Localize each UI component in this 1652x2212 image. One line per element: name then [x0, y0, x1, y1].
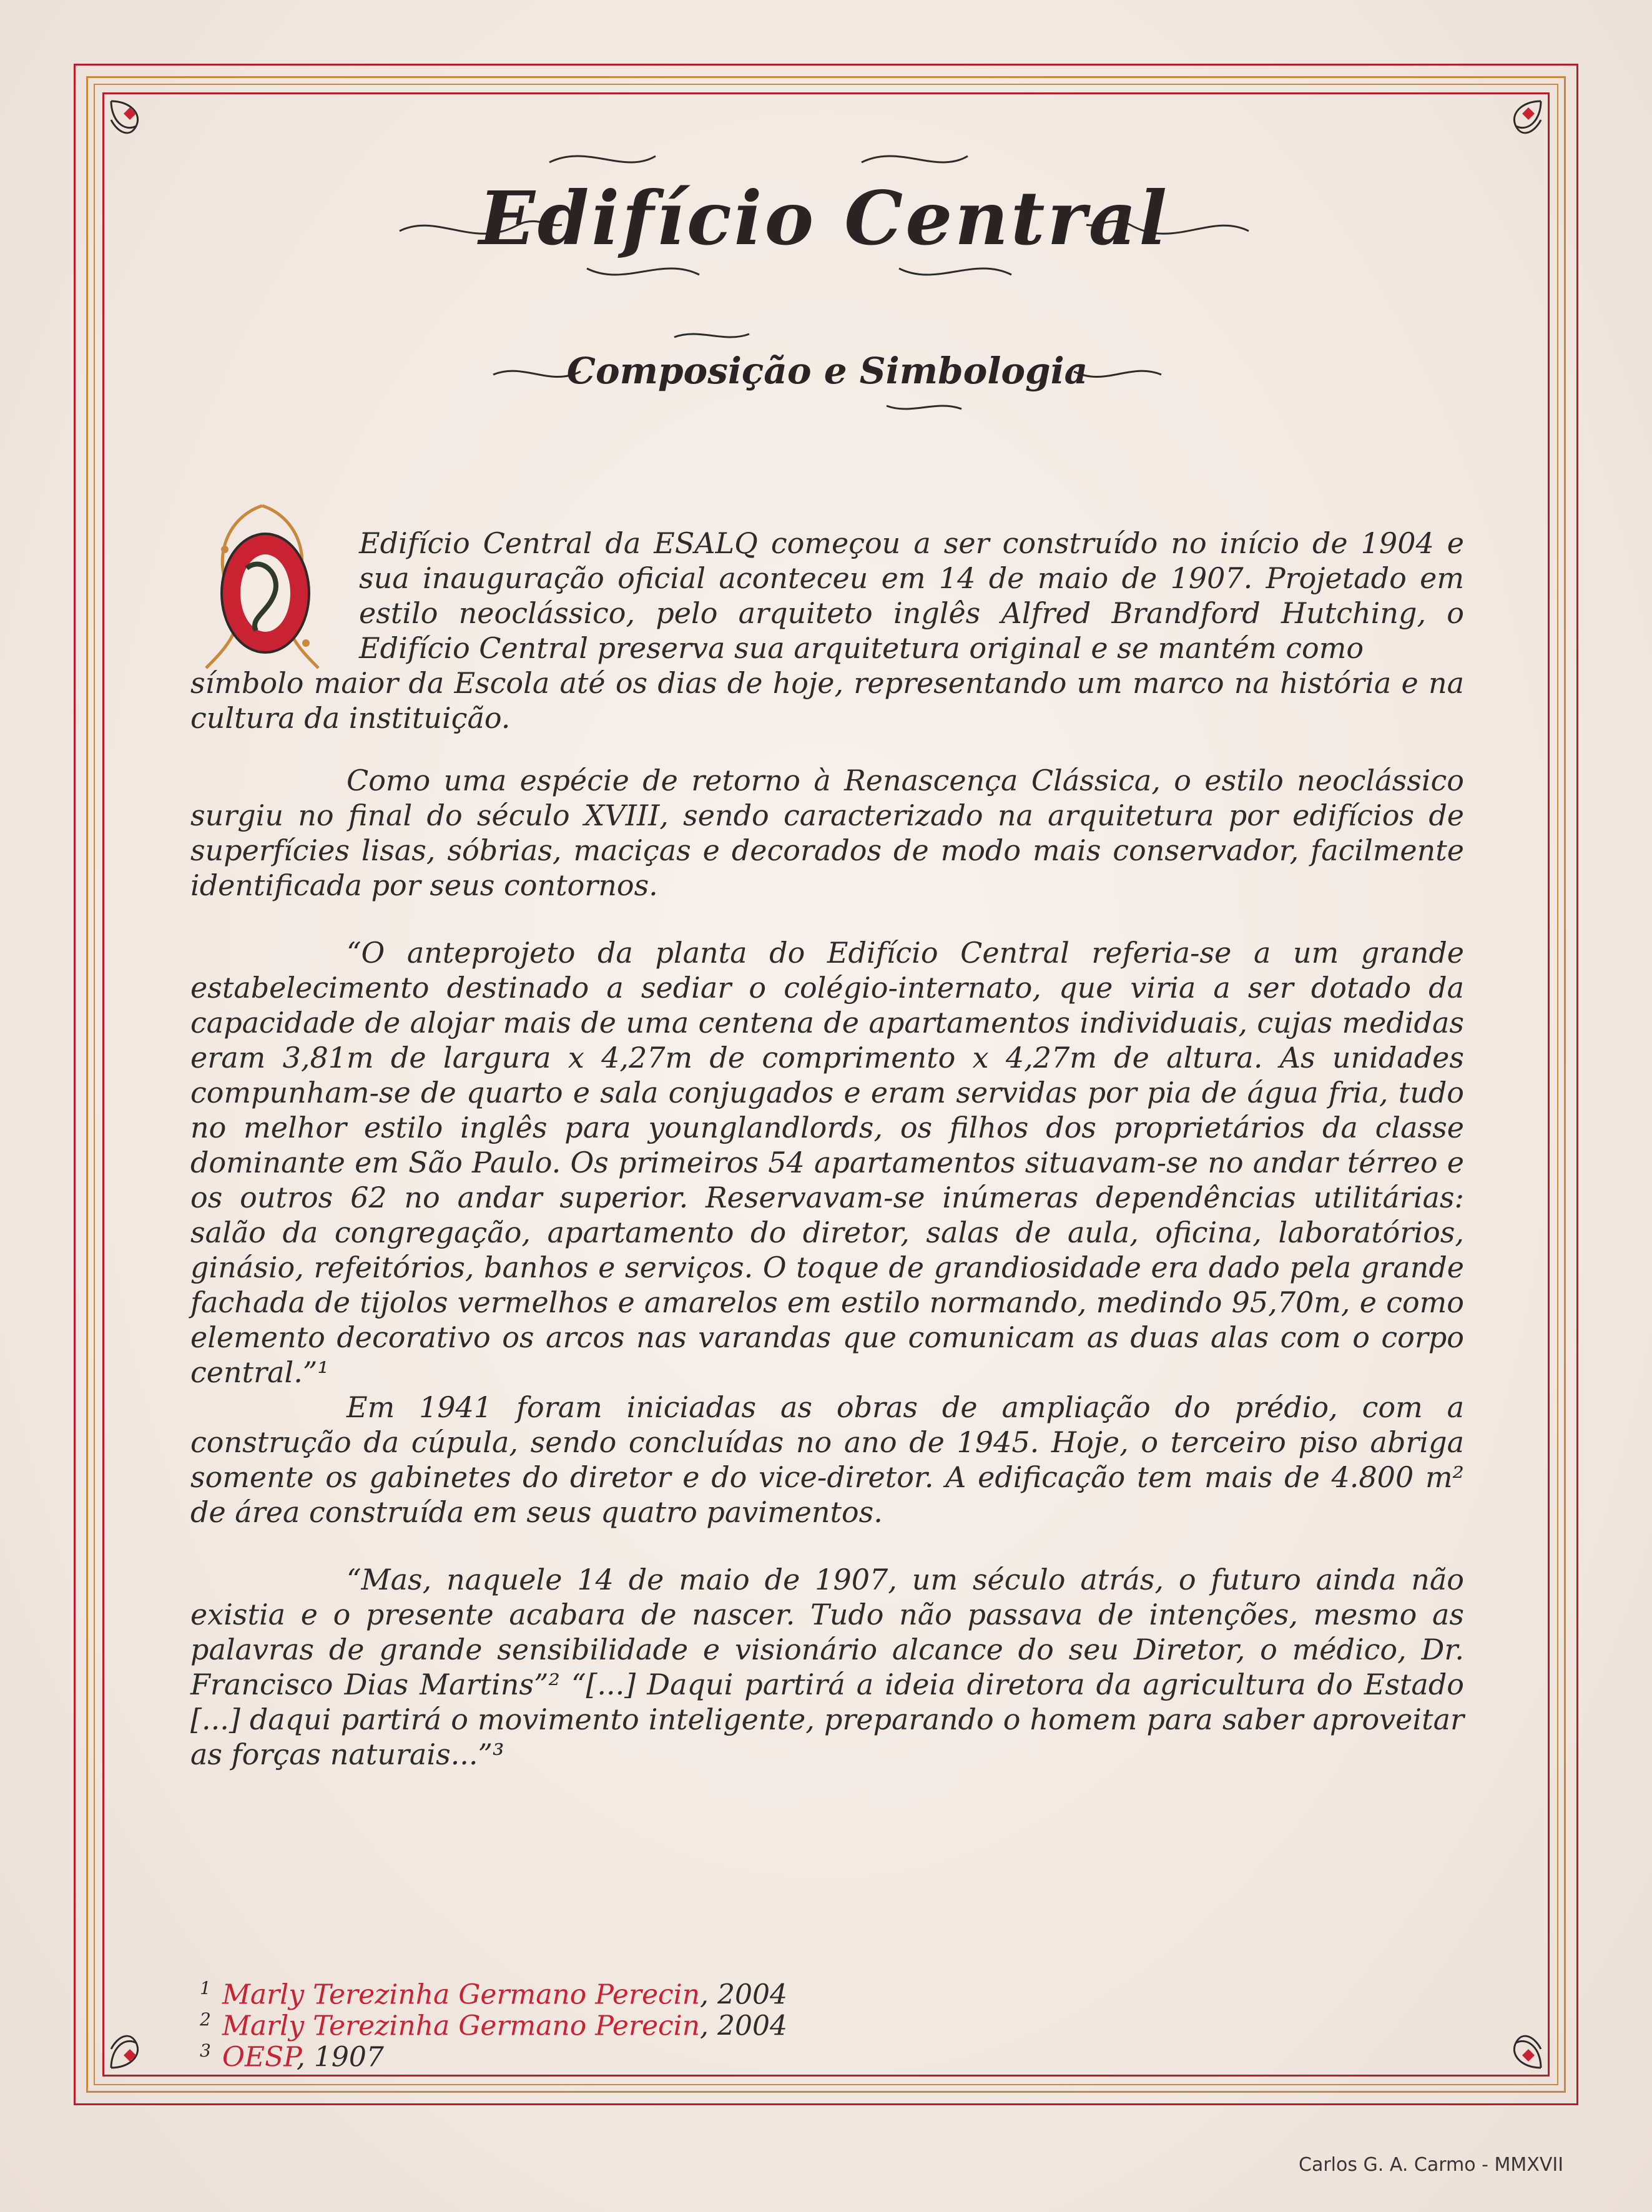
corner-ornament-icon	[1485, 95, 1547, 157]
paragraph-4: Em 1941 foram iniciadas as obras de ampliação do prédio, com a construção da cúpula, sendo concluídas no ano de 1945. Hoje, o terceiro piso abriga somente os gabinetes do diretor e do vice-diretor. A edificação tem mais de 4.800 m² de área construída em seus quatro pavimentos.	[190, 1390, 1464, 1529]
paragraph-2: Como uma espécie de retorno à Renascença Clássica, o estilo neoclássico surgiu no final do século XVIII, sendo caracterizado na arquitetura por edifícios de superfícies lisas, sóbrias, maciças e decorados de modo mais conservador, facilmente identificada por seus contornos.	[190, 764, 1464, 902]
footnote-3: $^3$ OESP, 1907	[200, 2040, 384, 2073]
title-block	[387, 137, 1261, 287]
signature: Carlos G. A. Carmo - MMXVII	[1299, 2154, 1564, 2176]
paragraph-5-quote: “Mas, naquele 14 de maio de 1907, um século atrás, o futuro ainda não existia e o presente acabara de nascer. Tudo não passava de intenções, mesmo as palavras de grande sensibilidade e visionário alcance do seu Diretor, o médico, Dr. Francisco Dias Martins”² “[...] Daqui partirá a ideia diretora da agricultura do Estado [...] daqui partirá o movimento inteligente, preparando o homem para saber aproveitar as forças naturais...”³	[190, 1563, 1464, 1771]
footnote-2: $^2$ Marly Terezinha Germano Perecin, 2004	[200, 2009, 788, 2042]
page-title: Edifício Central	[478, 175, 1170, 262]
corner-ornament-icon	[105, 95, 167, 157]
paragraph-1: Edifício Central da ESALQ começou a ser construído no início de 1904 e sua inauguração oficial aconteceu em 14 de maio de 1907. Projetado em estilo neoclássico, pelo arquiteto inglês Alfred Brandford Hutching, o Edifício Central preserva sua arquitetura original e se mantém como	[359, 526, 1464, 665]
page-subtitle: Composição e Simbologia	[566, 350, 1088, 392]
footnote-1: $^1$ Marly Terezinha Germano Perecin, 2004	[200, 1978, 788, 2011]
paragraph-1-continued: símbolo maior da Escola até os dias de hoje, representando um marco na história e na cultura da instituição.	[190, 666, 1464, 735]
corner-ornament-icon	[1485, 2012, 1547, 2074]
paragraph-3-quote: “O anteprojeto da planta do Edifício Central referia-se a um grande estabelecimento destinado a sediar o colégio-internato, que viria a ser dotado da capacidade de alojar mais de uma centena de apartamentos individuais, cujas medidas eram 3,81m de largura x 4,27m de comprimento x 4,27m de altura. As unidades compunham-se de quarto e sala conjugados e eram servidas por pia de água fria, tudo no melhor estilo inglês para younglandlords, os filhos dos proprietários da classe dominante em São Paulo. Os primeiros 54 apartamentos situavam-se no andar térreo e os outros 62 no andar superior. Reservavam-se inúmeras dependências utilitárias: salão da congregação, apartamento do diretor, salas de aula, oficina, laboratórios, ginásio, refeitórios, banhos e serviços. O toque de grandiosidade era dado pela grande fachada de tijolos vermelhos e amarelos em estilo normando, medindo 95,70m, e como elemento decorativo os arcos nas varandas que comunicam as duas alas com o corpo central.”¹	[190, 936, 1464, 1389]
illuminated-letter-icon	[187, 493, 337, 687]
subtitle-block	[487, 325, 1168, 418]
corner-ornament-icon	[105, 2012, 167, 2074]
